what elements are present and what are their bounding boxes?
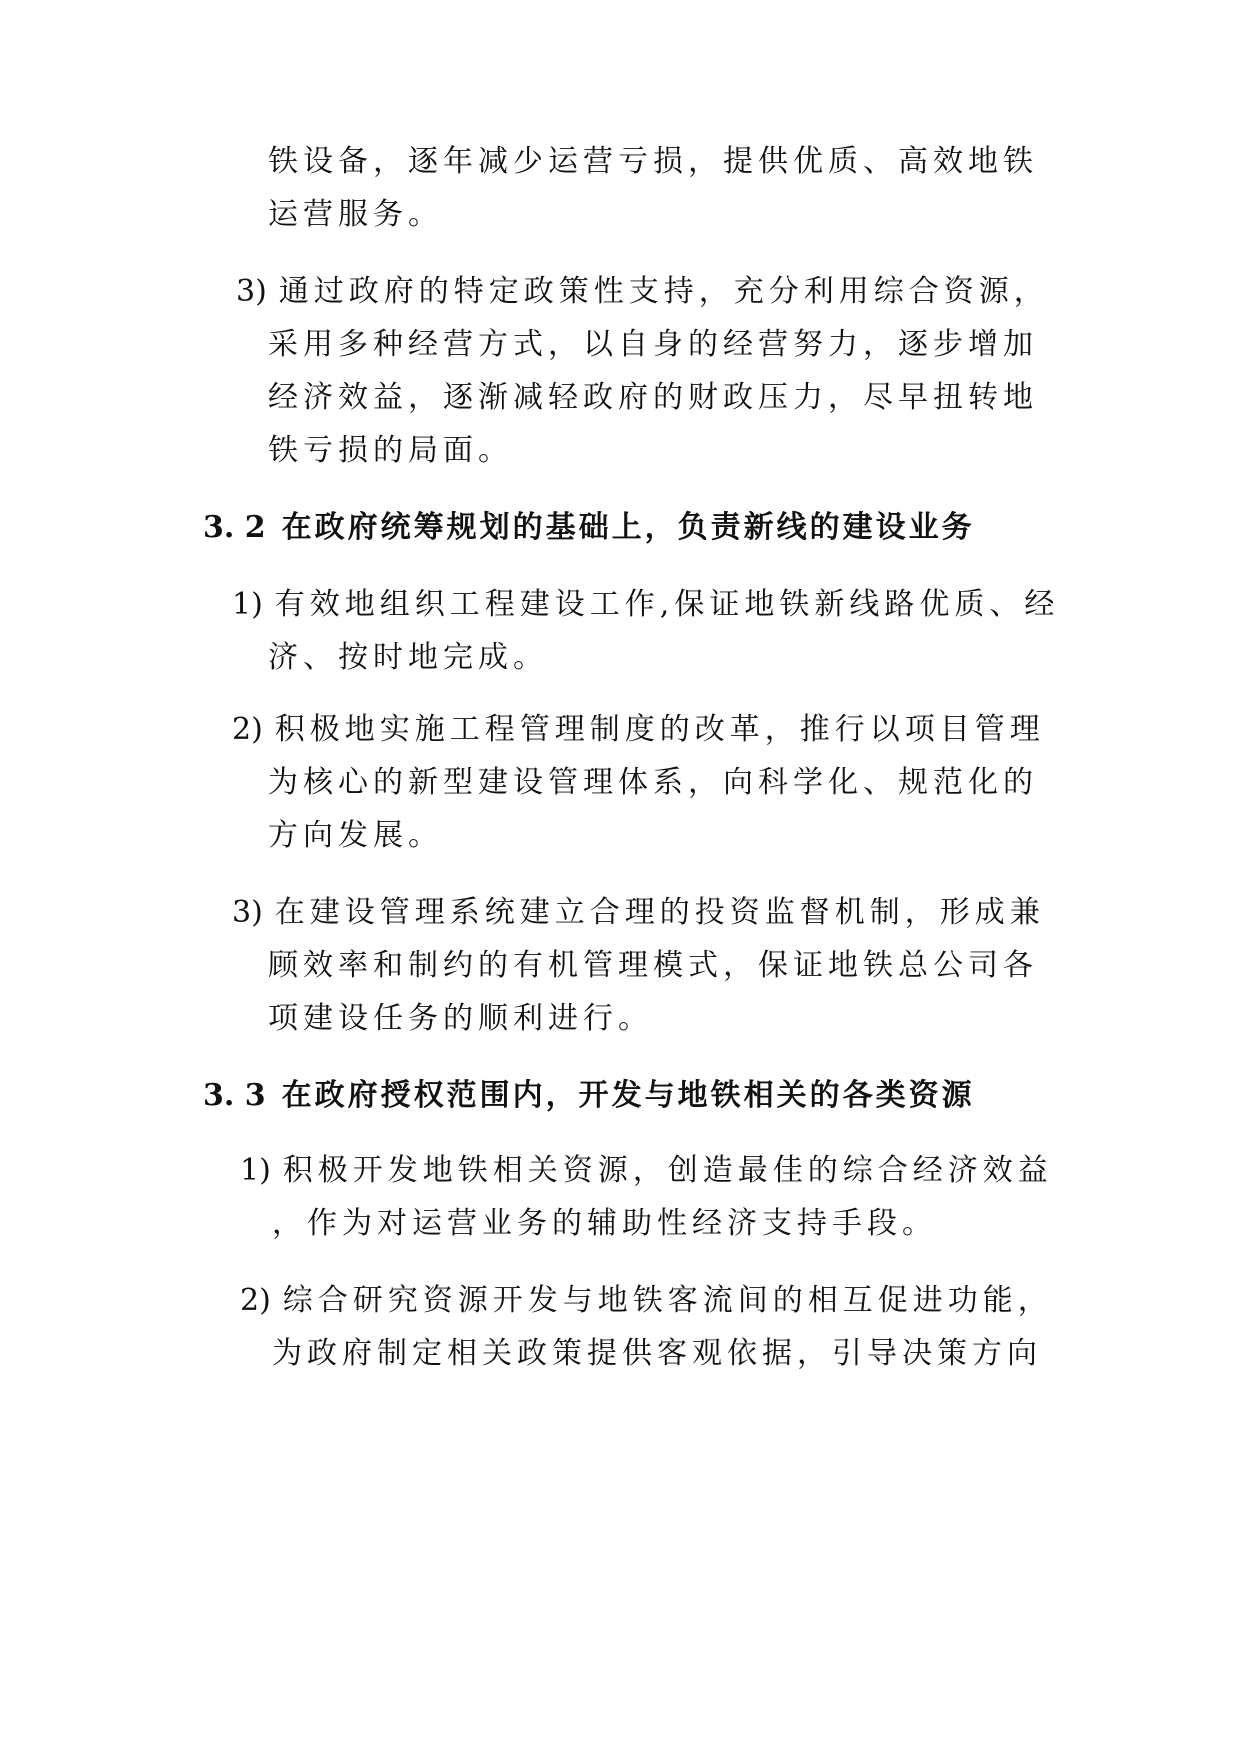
list-item-text: 综合研究资源开发与地铁客流间的相互促进功能， bbox=[282, 1283, 1053, 1318]
list-item-number: 3) bbox=[232, 895, 263, 930]
list-item bbox=[232, 587, 1060, 622]
paragraph-line: 顾效率和制约的有机管理模式，保证地铁总公司各 bbox=[268, 948, 1038, 983]
paragraph-line: 方向发展。 bbox=[268, 818, 443, 853]
paragraph-line: 为政府制定相关政策提供客观依据，引导决策方向 bbox=[272, 1336, 1042, 1371]
list-item-text: 积极地实施工程管理制度的改革，推行以项目管理 bbox=[274, 712, 1045, 747]
list-item bbox=[240, 1283, 1053, 1318]
list-item-text: 积极开发地铁相关资源，创造最佳的综合经济效益 bbox=[282, 1153, 1053, 1188]
section-title: 在政府授权范围内，开发与地铁相关的各类资源 bbox=[281, 1078, 975, 1113]
section-heading bbox=[203, 510, 975, 545]
paragraph-line: 运营服务。 bbox=[268, 197, 443, 232]
list-item-number: 2) bbox=[232, 712, 263, 747]
paragraph-line: 经济效益，逐渐减轻政府的财政压力，尽早扭转地 bbox=[268, 380, 1038, 415]
paragraph-line: 项建设任务的顺利进行。 bbox=[268, 1001, 653, 1036]
paragraph-line: 济、按时地完成。 bbox=[268, 640, 548, 675]
list-item bbox=[232, 712, 1045, 747]
list-item-number: 2) bbox=[240, 1283, 271, 1318]
paragraph-line: ，作为对运营业务的辅助性经济支持手段。 bbox=[272, 1206, 937, 1241]
list-item-number: 1) bbox=[232, 587, 263, 622]
paragraph-line: 铁设备，逐年减少运营亏损，提供优质、高效地铁 bbox=[268, 144, 1038, 179]
list-item-text: 通过政府的特定政策性支持，充分利用综合资源， bbox=[278, 274, 1049, 309]
list-item-number: 3) bbox=[236, 274, 267, 309]
list-item bbox=[240, 1153, 1053, 1188]
paragraph-line: 为核心的新型建设管理体系，向科学化、规范化的 bbox=[268, 765, 1038, 800]
section-number: 3. 2 bbox=[203, 510, 266, 545]
paragraph-line: 采用多种经营方式，以自身的经营努力，逐步增加 bbox=[268, 327, 1038, 362]
section-number: 3. 3 bbox=[203, 1078, 266, 1113]
paragraph-line: 铁亏损的局面。 bbox=[268, 433, 513, 468]
list-item bbox=[236, 274, 1049, 309]
list-item-text: 有效地组织工程建设工作,保证地铁新线路优质、经 bbox=[274, 587, 1060, 622]
list-item-text: 在建设管理系统建立合理的投资监督机制，形成兼 bbox=[274, 895, 1045, 930]
list-item bbox=[232, 895, 1045, 930]
section-heading bbox=[203, 1078, 975, 1113]
section-title: 在政府统筹规划的基础上，负责新线的建设业务 bbox=[281, 510, 975, 545]
list-item-number: 1) bbox=[240, 1153, 271, 1188]
